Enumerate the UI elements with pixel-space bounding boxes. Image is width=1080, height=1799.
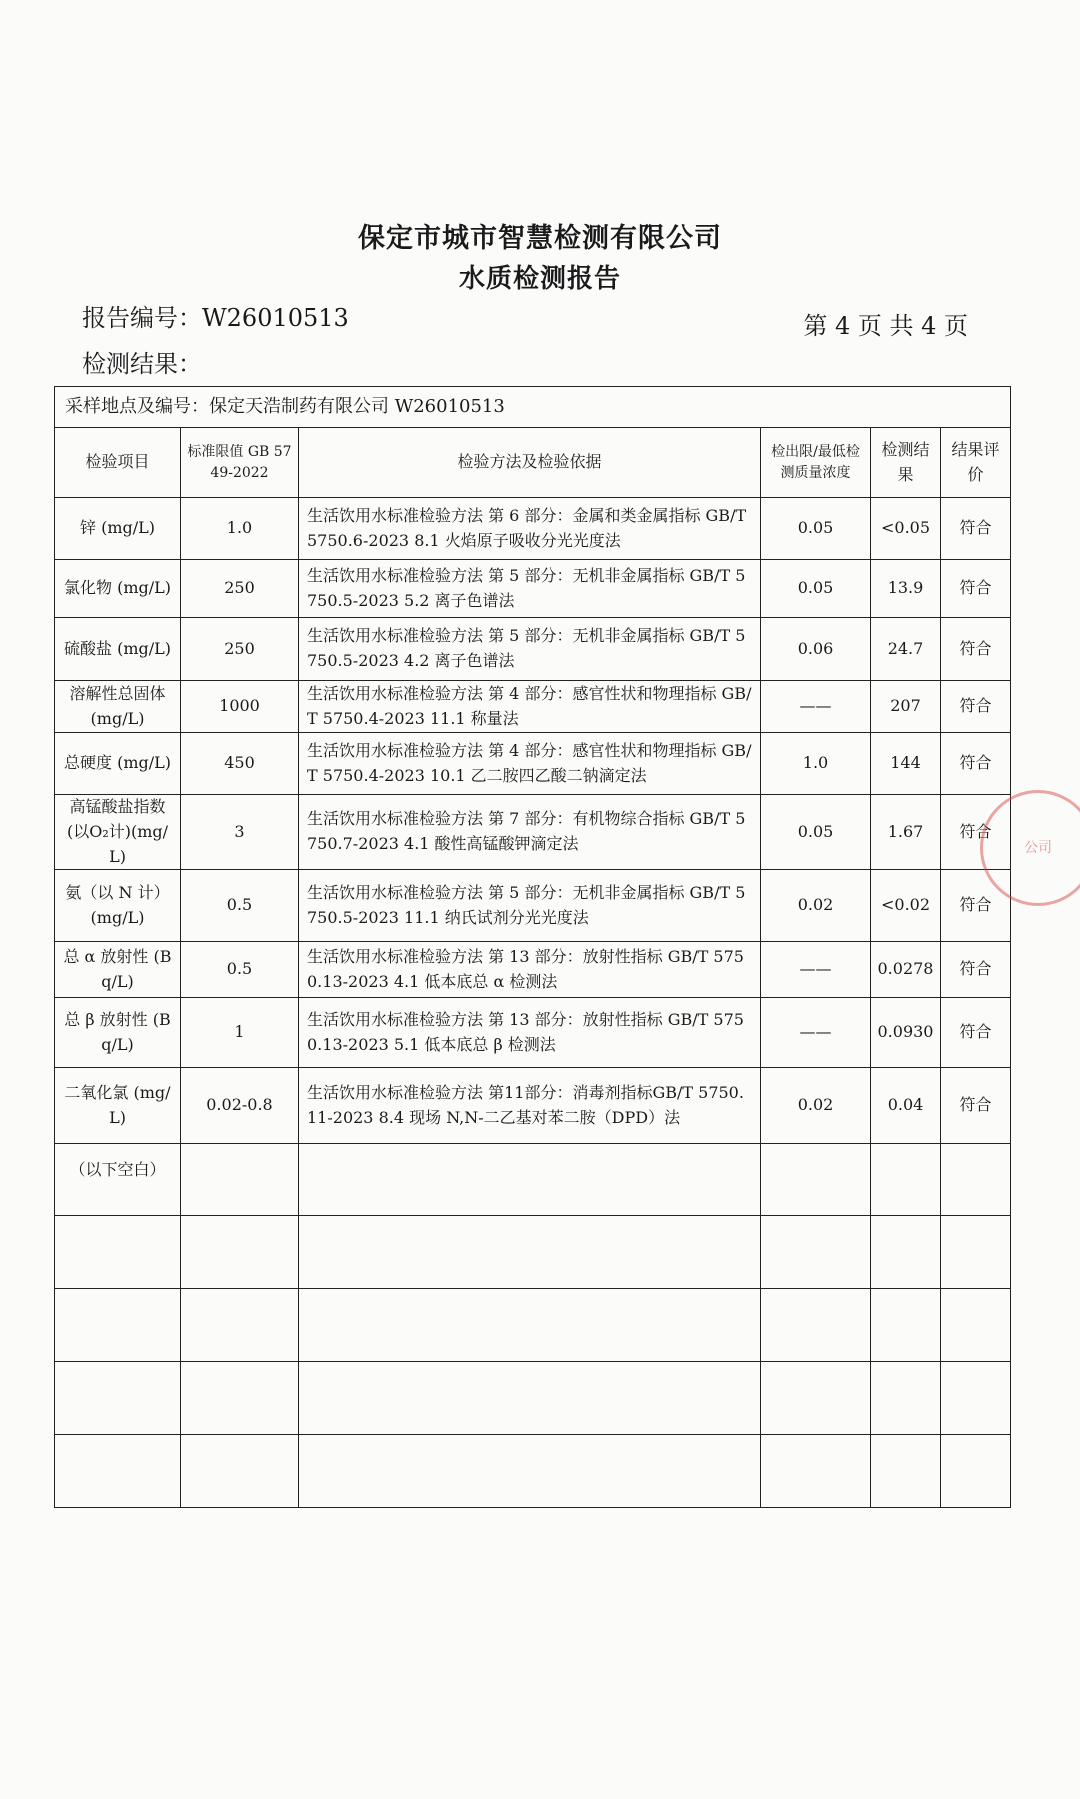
blank-row	[55, 1289, 1011, 1362]
cell-result: 0.04	[871, 1068, 941, 1144]
blank-row	[55, 1216, 1011, 1289]
blank-cell	[299, 1435, 761, 1508]
cell-item: 总硬度 (mg/L)	[55, 733, 181, 795]
cell-result: 0.0278	[871, 942, 941, 998]
table-row	[55, 795, 1011, 870]
cell-result: 13.9	[871, 560, 941, 618]
blank-cell	[181, 1144, 299, 1216]
cell-evaluation: 符合	[941, 870, 1011, 942]
cell-result: 1.67	[871, 795, 941, 870]
blank-cell	[871, 1216, 941, 1289]
cell-item: 氯化物 (mg/L)	[55, 560, 181, 618]
cell-item: 锌 (mg/L)	[55, 498, 181, 560]
blank-cell	[299, 1144, 761, 1216]
cell-detection-limit: 0.02	[761, 1068, 871, 1144]
cell-limit: 250	[181, 618, 299, 681]
blank-cell	[55, 1435, 181, 1508]
cell-method: 生活饮用水标准检验方法 第 13 部分：放射性指标 GB/T 5750.13-2023 5.1 低本底总 β 检测法	[299, 998, 761, 1068]
cell-detection-limit: 0.05	[761, 795, 871, 870]
blank-row	[55, 1362, 1011, 1435]
cell-detection-limit: ——	[761, 681, 871, 733]
cell-detection-limit: 1.0	[761, 733, 871, 795]
cell-evaluation: 符合	[941, 1068, 1011, 1144]
cell-limit: 3	[181, 795, 299, 870]
cell-evaluation: 符合	[941, 795, 1011, 870]
blank-cell	[181, 1289, 299, 1362]
cell-limit: 250	[181, 560, 299, 618]
blank-cell	[55, 1289, 181, 1362]
cell-result: 207	[871, 681, 941, 733]
blank-cell	[761, 1144, 871, 1216]
blank-cell	[871, 1362, 941, 1435]
cell-method: 生活饮用水标准检验方法 第11部分：消毒剂指标GB/T 5750.11-2023 8.4 现场 N,N-二乙基对苯二胺（DPD）法	[299, 1068, 761, 1144]
cell-method: 生活饮用水标准检验方法 第 4 部分：感官性状和物理指标 GB/T 5750.4-2023 11.1 称量法	[299, 681, 761, 733]
blank-cell	[761, 1362, 871, 1435]
cell-limit: 0.02-0.8	[181, 1068, 299, 1144]
cell-item: 总 α 放射性 (Bq/L)	[55, 942, 181, 998]
blank-cell	[761, 1435, 871, 1508]
blank-cell	[181, 1435, 299, 1508]
cell-evaluation: 符合	[941, 733, 1011, 795]
header-limit: 标准限值 GB 5749-2022	[181, 428, 299, 498]
cell-method: 生活饮用水标准检验方法 第 5 部分：无机非金属指标 GB/T 5750.5-2023 11.1 纳氏试剂分光光度法	[299, 870, 761, 942]
company-seal: 公司	[980, 790, 1080, 906]
company-name: 保定市城市智慧检测有限公司	[358, 223, 722, 254]
header-detection-limit: 检出限/最低检测质量浓度	[761, 428, 871, 498]
page-info: 第 4 页 共 4 页	[803, 312, 968, 340]
cell-item: 总 β 放射性 (Bq/L)	[55, 998, 181, 1068]
blank-cell	[941, 1216, 1011, 1289]
results-label: 检测结果：	[82, 350, 202, 378]
cell-limit: 1000	[181, 681, 299, 733]
header-evaluation: 结果评价	[941, 428, 1011, 498]
cell-method: 生活饮用水标准检验方法 第 13 部分：放射性指标 GB/T 5750.13-2023 4.1 低本底总 α 检测法	[299, 942, 761, 998]
cell-detection-limit: 0.05	[761, 560, 871, 618]
blank-cell	[181, 1216, 299, 1289]
cell-limit: 0.5	[181, 870, 299, 942]
cell-method: 生活饮用水标准检验方法 第 5 部分：无机非金属指标 GB/T 5750.5-2023 5.2 离子色谱法	[299, 560, 761, 618]
results-table	[54, 386, 1011, 1508]
cell-evaluation: 符合	[941, 998, 1011, 1068]
table-row	[55, 618, 1011, 681]
blank-cell	[55, 1362, 181, 1435]
table-row	[55, 1068, 1011, 1144]
table-header-row	[55, 428, 1011, 498]
table-row	[55, 942, 1011, 998]
table-row	[55, 998, 1011, 1068]
cell-result: 24.7	[871, 618, 941, 681]
cell-evaluation: 符合	[941, 560, 1011, 618]
blank-cell	[941, 1435, 1011, 1508]
blank-cell	[871, 1144, 941, 1216]
blank-cell	[299, 1362, 761, 1435]
blank-cell	[55, 1216, 181, 1289]
cell-limit: 0.5	[181, 942, 299, 998]
cell-detection-limit: 0.02	[761, 870, 871, 942]
sampling-site: 采样地点及编号：保定天浩制药有限公司 W26010513	[55, 387, 1011, 428]
table-row	[55, 560, 1011, 618]
cell-item: 二氧化氯 (mg/L)	[55, 1068, 181, 1144]
cell-detection-limit: 0.06	[761, 618, 871, 681]
cell-limit: 1	[181, 998, 299, 1068]
cell-item: 氨（以 N 计）(mg/L)	[55, 870, 181, 942]
cell-method: 生活饮用水标准检验方法 第 5 部分：无机非金属指标 GB/T 5750.5-2023 4.2 离子色谱法	[299, 618, 761, 681]
table-row	[55, 870, 1011, 942]
cell-detection-limit: 0.05	[761, 498, 871, 560]
blank-cell	[871, 1289, 941, 1362]
blank-row	[55, 1435, 1011, 1508]
cell-item: 高锰酸盐指数 (以O₂计)(mg/L)	[55, 795, 181, 870]
blank-cell	[871, 1435, 941, 1508]
report-number: 报告编号：W26010513	[82, 304, 349, 332]
table-row	[55, 733, 1011, 795]
blank-cell	[941, 1144, 1011, 1216]
cell-result: 0.0930	[871, 998, 941, 1068]
cell-evaluation: 符合	[941, 681, 1011, 733]
cell-method: 生活饮用水标准检验方法 第 6 部分：金属和类金属指标 GB/T 5750.6-2023 8.1 火焰原子吸收分光光度法	[299, 498, 761, 560]
cell-item: 硫酸盐 (mg/L)	[55, 618, 181, 681]
blank-cell	[299, 1289, 761, 1362]
cell-evaluation: 符合	[941, 618, 1011, 681]
cell-item: 溶解性总固体 (mg/L)	[55, 681, 181, 733]
cell-result: <0.05	[871, 498, 941, 560]
report-title: 水质检测报告	[458, 264, 621, 294]
blank-cell	[761, 1289, 871, 1362]
blank-note: （以下空白）	[55, 1144, 181, 1216]
cell-method: 生活饮用水标准检验方法 第 7 部分：有机物综合指标 GB/T 5750.7-2023 4.1 酸性高锰酸钾滴定法	[299, 795, 761, 870]
header-method: 检验方法及检验依据	[299, 428, 761, 498]
cell-limit: 450	[181, 733, 299, 795]
table-row	[55, 498, 1011, 560]
cell-detection-limit: ——	[761, 998, 871, 1068]
cell-method: 生活饮用水标准检验方法 第 4 部分：感官性状和物理指标 GB/T 5750.4-2023 10.1 乙二胺四乙酸二钠滴定法	[299, 733, 761, 795]
blank-cell	[299, 1216, 761, 1289]
blank-cell	[761, 1216, 871, 1289]
cell-result: 144	[871, 733, 941, 795]
header-item: 检验项目	[55, 428, 181, 498]
blank-row	[55, 1144, 1011, 1216]
blank-cell	[941, 1289, 1011, 1362]
table-row	[55, 681, 1011, 733]
cell-limit: 1.0	[181, 498, 299, 560]
cell-evaluation: 符合	[941, 498, 1011, 560]
cell-evaluation: 符合	[941, 942, 1011, 998]
blank-cell	[181, 1362, 299, 1435]
cell-detection-limit: ——	[761, 942, 871, 998]
header-result: 检测结果	[871, 428, 941, 498]
cell-result: <0.02	[871, 870, 941, 942]
blank-cell	[941, 1362, 1011, 1435]
